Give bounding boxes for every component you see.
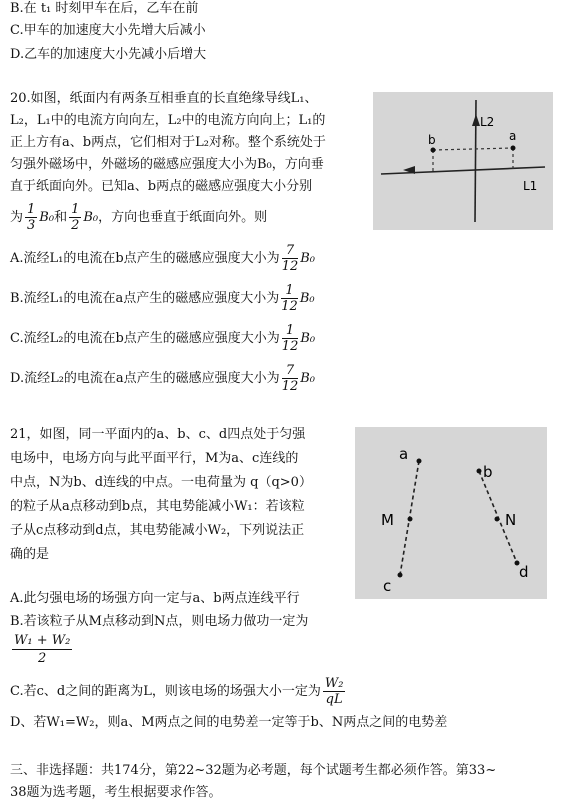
section3-line-2: 38题为选考题，考生根据要求作答。 [10, 785, 222, 800]
dashed-ab [433, 148, 513, 150]
fraction-one-third: $\frac{1}{3}$ [27, 202, 36, 233]
q21-option-c: C.若c、d之间的距离为L，则该电场的场强大小一定为 $\frac{\text{W₂}}{qL}$ [10, 676, 344, 707]
q21-option-b: B.若该粒子从M点移动到N点，则电场力做功一定为 [10, 614, 309, 629]
q21-option-d: D、若W₁=W₂，则a、M两点之间的电势差一定等于b、N两点之间的电势差 [10, 715, 448, 730]
arrow-up-icon [472, 114, 480, 126]
point-a [511, 146, 516, 151]
label-l1: L1 [523, 179, 538, 193]
prev-option-b: B.在 t₁ 时刻甲车在后，乙车在前 [10, 1, 199, 16]
q21-option-a: A.此匀强电场的场强方向一定与a、b两点连线平行 [10, 591, 300, 606]
q21-stem-line-6: 确的是 [10, 547, 50, 562]
q20-option-d: D.流经L₂的电流在a点产生的磁感应强度大小为 $\frac{7}{12}$ B₀ [10, 363, 315, 394]
q21-stem-line-2: 电场中，电场方向与此平面平行，M为a、c连线的 [10, 451, 299, 466]
q20-stem-line-5: 直于纸面向外。已知a、b两点的磁感应强度大小分别 [10, 179, 313, 194]
point-n [495, 517, 500, 522]
q20-figure-wires [373, 92, 553, 230]
q20-stem-line-2: L₂，L₁中的电流方向向左，L₂中的电流方向向上；L₁的 [10, 113, 326, 128]
q20-option-a: A.流经L₁的电流在b点产生的磁感应强度大小为 $\frac{7}{12}$ B₀ [10, 243, 315, 274]
q21-stem-line-1: 21，如图，同一平面内的a、b、c、d四点处于匀强 [10, 427, 306, 442]
label-m: M [381, 511, 394, 529]
point-b [477, 469, 482, 474]
q21-stem-line-4: 的粒子从a点移动到b点，其电势能减小W₁：若该粒 [10, 499, 305, 514]
q20-stem-line-4: 匀强外磁场中，外磁场的磁感应强度大小为B₀，方向垂 [10, 157, 324, 172]
point-a [417, 459, 422, 464]
label-l2: L2 [480, 115, 495, 129]
prev-option-d: D.乙车的加速度大小先减小后增大 [10, 47, 207, 62]
label-b: b [428, 133, 436, 147]
label-b: b [483, 463, 493, 481]
label-a: a [399, 445, 409, 463]
q20-stem-line-3: 正上方有a、b两点，它们相对于L₂对称。整个系统处于 [10, 135, 326, 150]
q20-stem-line-1: 20.如图，纸面内有两条互相垂直的长直绝缘导线L₁、 [10, 91, 318, 106]
q21-stem-line-5: 子从c点移动到d点，其电势能减小W₂，下列说法正 [10, 523, 305, 538]
section3-line-1: 三、非选择题：共174分，第22~32题为必考题，每个试题考生都必须作答。第33~ [10, 763, 497, 778]
label-n: N [505, 511, 517, 529]
point-b [431, 148, 436, 153]
label-a: a [509, 129, 517, 143]
label-c: c [383, 577, 392, 595]
label-d: d [519, 563, 529, 581]
q20-option-b: B.流经L₁的电流在a点产生的磁感应强度大小为 $\frac{1}{12}$ B₀ [10, 283, 315, 314]
prev-option-c: C.甲车的加速度大小先增大后减小 [10, 23, 206, 38]
point-c [398, 573, 403, 578]
q21-figure-field [355, 427, 547, 599]
q21-stem-line-3: 中点，N为b、d连线的中点。一电荷量为 q（q>0） [10, 475, 312, 490]
q20-option-c: C.流经L₂的电流在b点产生的磁感应强度大小为 $\frac{1}{12}$ B₀ [10, 323, 316, 354]
q21-option-b-fraction: W₁ + W₂ 2 [14, 633, 71, 666]
point-m [408, 517, 413, 522]
fraction-one-half: $\frac{1}{2}$ [71, 202, 80, 233]
q20-stem-line-6: 为 $\frac{1}{3}$ B₀和 $\frac{1}{2}$ B₀，方向也垂直于纸面向外。则 [10, 202, 268, 233]
